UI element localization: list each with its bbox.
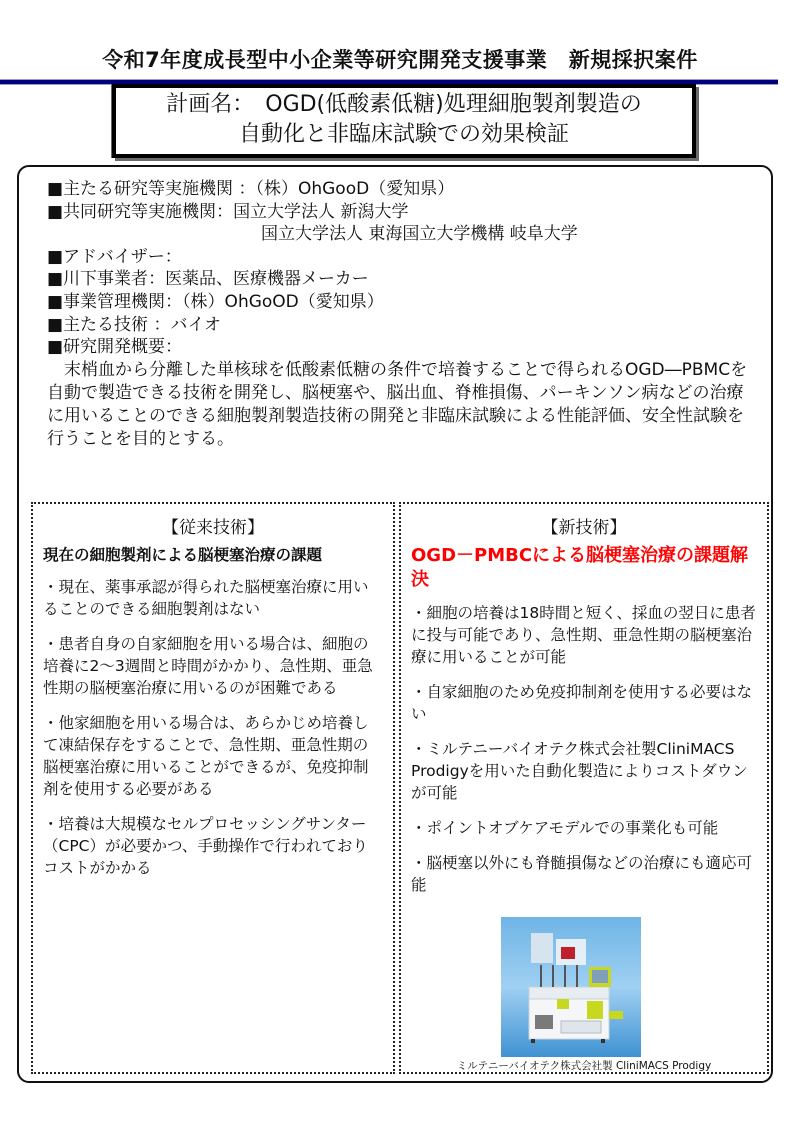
conventional-heading: 【従来技術】 [162,518,264,538]
device-illustration-icon [501,917,641,1057]
info-row-main-technology: ■主たる技術 ：バイオ [47,314,221,335]
new-tech-heading: 【新技術】 [541,518,627,538]
clinimacs-prodigy-image [501,917,641,1057]
list-item: ・ミルテニーバイオテク株式会社製CliniMACS Prodigyを用いた自動化製造によりコストダウンが可能 [411,740,748,802]
info-row-downstream: ■川下事業者：医薬品、医療機器メーカー [47,269,369,290]
list-item: ・現在、薬事承認が得られた脳梗塞治療に用いることのできる細胞製剤はない [43,578,369,618]
plan-title-box [112,84,696,158]
conventional-bullets [33,576,393,879]
rd-summary-text: 末梢血から分離した単核球を低酸素低糖の条件で培養することで得られるOGD―PBMCを自動で製造できる技術を開発し、脳梗塞や、脳出血、脊椎損傷、パーキンソン病などの治療に用いることのできる細胞製剤製造技術の開発と非臨床試験による性能評価、安全性試験を行うことを目的とする。 [47,359,748,449]
page-header-title: 令和7年度成長型中小企業等研究開発支援事業 新規採択案件 [102,48,698,72]
plan-title-line-2: 自動化と非臨床試験での効果検証 [238,122,569,147]
new-tech-bullets [401,602,767,896]
conventional-tech-panel [31,502,395,1074]
new-tech-subheading: OGD－PMBCによる脳梗塞治療の課題解決 [411,545,749,590]
new-tech-panel [399,502,769,1074]
list-item: ・培養は大規模なセルプロセッシングサンター（CPC）が必要かつ、手動操作で行われておりコストがかかる [43,815,368,877]
plan-title-line-1: 計画名： OGD(低酸素低糖)処理細胞製剤製造の [166,92,642,117]
list-item: ・自家細胞のため免疫抑制剤を使用する必要はない [411,683,753,723]
info-row-joint-institution-2: 国立大学法人 東海国立大学機構 岐阜大学 [261,224,578,245]
list-item: ・他家細胞を用いる場合は、あらかじめ培養して凍結保存をすることで、急性期、亜急性期の脳梗塞治療に用いることができるが、免疫抑制剤を使用する必要がある [43,714,369,798]
device-photo-caption: ミルテニーバイオテク株式会社製 CliniMACS Prodigy [456,1060,712,1072]
list-item: ・ポイントオブケアモデルでの事業化も可能 [411,819,719,837]
list-item: ・患者自身の自家細胞を用いる場合は、細胞の培養に2～3週間と時間がかかり、急性期、亜急性期の脳梗塞治療に用いるのが困難である [43,635,373,697]
list-item: ・細胞の培養は18時間と短く、採血の翌日に患者に投与可能であり、急性期、亜急性期の脳梗塞治療に用いることが可能 [411,604,756,666]
conventional-subheading: 現在の細胞製剤による脳梗塞治療の課題 [43,546,323,564]
info-row-lead-institution: ■主たる研究等実施機関 ：（株）OhGooD（愛知県） [47,179,455,199]
list-item: ・脳梗塞以外にも脊髄損傷などの治療にも適応可能 [411,854,753,894]
project-info [47,178,767,451]
info-row-joint-institution: ■共同研究等実施機関：国立大学法人 新潟大学 [47,201,409,222]
info-row-management: ■事業管理機関：（株）OhGoOD（愛知県） [47,291,384,312]
info-row-rd-summary-label: ■研究開発概要： [47,337,183,358]
device-photo [501,917,641,1057]
info-row-advisor: ■アドバイザー： [47,246,182,267]
